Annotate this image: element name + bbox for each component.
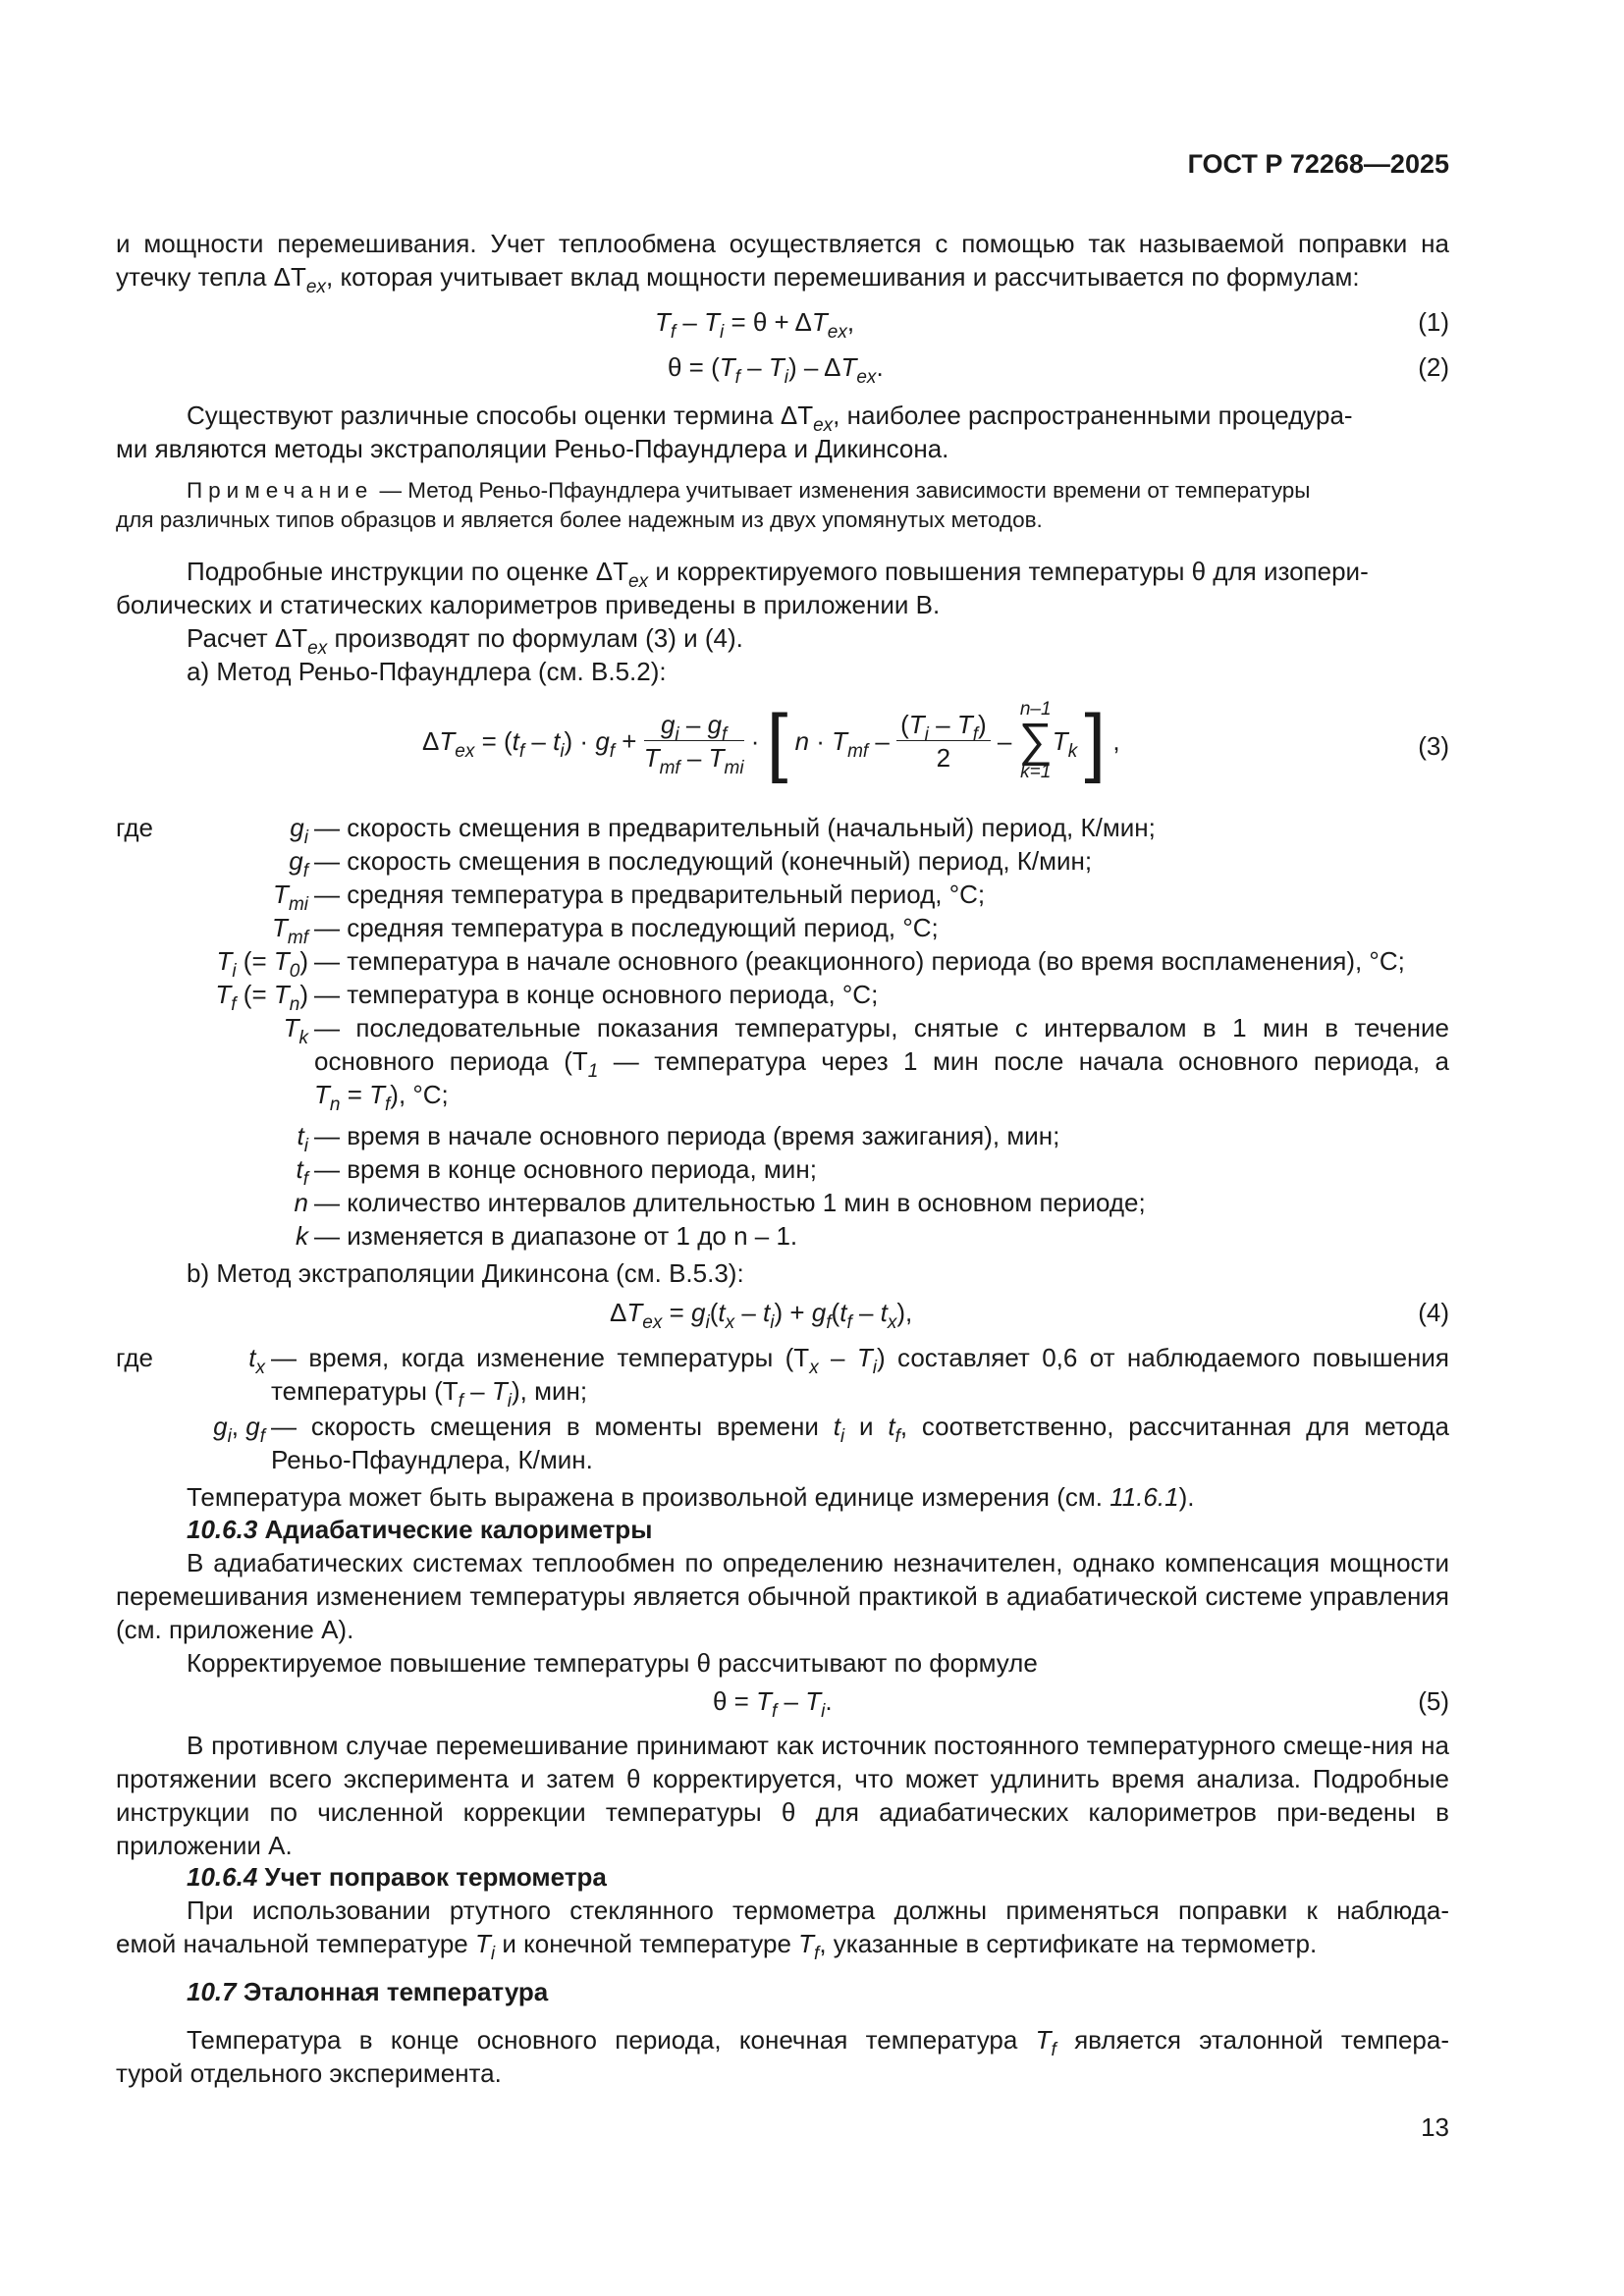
para9-line2: емой начальной температуре $T_i$ и конечной температуре $T_f$, указанные в сертификате на термометр.: [116, 1929, 1318, 1964]
para9-line1: При использовании ртутного стеклянного термометра должны применяться поправки к наблюда-: [187, 1896, 1449, 1925]
def-symbol-gi: $g_i$: [290, 813, 308, 848]
document-id: ГОСТ Р 72268—2025: [1187, 149, 1449, 179]
def-desc-tk-line2: основного периода ($T_1$ — температура через 1 мин после начала основного периода, а: [314, 1046, 1450, 1082]
def-desc-tk-line1: — последовательные показания температуры, снятые с интервалом в 1 мин в течение: [314, 1013, 1449, 1042]
para7: Корректируемое повышение температуры θ рассчитывают по формуле: [187, 1648, 1038, 1678]
equation-3-number: (3): [1418, 731, 1449, 761]
section-10-7-heading: 10.7 Эталонная температура: [187, 1977, 549, 2006]
equation-4: $\Delta T_{ex} = g_i(t_x - t_i) + g_f(t_f - t_x)$,: [610, 1298, 913, 1333]
para4: Расчет $\Delta T_{ex}$ производят по формулам (3) и (4).: [187, 623, 743, 659]
def-symbol-gf: $g_f$: [289, 846, 308, 881]
page-number: 13: [1421, 2112, 1449, 2142]
def-desc-tmi: — средняя температура в предварительный период, °С;: [314, 880, 986, 909]
equation-1-number: (1): [1418, 307, 1449, 337]
section-10-6-3-heading: 10.6.3 Адиабатические калориметры: [187, 1515, 653, 1544]
def-desc-tx-line2: температуры $(T_f - T_i)$, мин;: [271, 1376, 588, 1412]
def-symbol-tmi: $T_{mi}$: [273, 880, 308, 915]
equation-3: $\Delta T_{ex} = (t_f - t_i) \cdot g_f$ + $\frac{g_i - g_f}{T_{mf} - T_{mi}}$ · [ $n \cdot T_{mf}$ – $\frac{(T_i - T_f)}{2}$ – n–1 ∑ k=1 $T_k$ ] ,: [422, 698, 1120, 784]
def-symbol-n: n: [294, 1188, 308, 1217]
equation-1: $T_f - T_i = \theta + \Delta T_{ex}$,: [655, 307, 855, 343]
para5: Температура может быть выражена в произвольной единице измерения (см. 11.6.1).: [187, 1482, 1195, 1512]
def-desc-ti: — температура в начале основного (реакционного) периода (во время воспламенения), °С;: [314, 946, 1405, 976]
equation-5-number: (5): [1418, 1686, 1449, 1716]
section-10-6-4-heading: 10.6.4 Учет поправок термометра: [187, 1862, 607, 1892]
def-desc-k: — изменяется в диапазоне от 1 до n – 1.: [314, 1221, 798, 1251]
para8: В противном случае перемешивание принимают как источник постоянного температурного смеще-ния на протяжении всего эксперимента и затем θ корректируется, что может удлинить время анализа. Подробные инструкции по численной коррекции температуры θ для адиабатических калориметров при-ведены в приложении А.: [116, 1731, 1449, 1860]
def-symbol-ti: $T_i$ (= $T_0$): [216, 946, 308, 982]
equation-2-number: (2): [1418, 352, 1449, 382]
def-desc-t-f: — время в конце основного периода, мин;: [314, 1154, 817, 1184]
method-a-heading: а) Метод Реньо-Пфаундлера (см. В.5.2):: [187, 657, 667, 686]
para3-line2: болических и статических калориметров приведены в приложении В.: [116, 590, 941, 619]
para10-line1: Температура в конце основного периода, конечная температура $T_f$ является эталонной темпера-: [187, 2025, 1449, 2060]
method-b-heading: b) Метод экстраполяции Дикинсона (см. В.5.3):: [187, 1258, 744, 1288]
def-desc-tf: — температура в конце основного периода, °С;: [314, 980, 879, 1009]
def-desc-tx-line1: — время, когда изменение температуры $(T_x - T_i)$ составляет 0,6 от наблюдаемого повышения: [271, 1343, 1449, 1378]
equation-5: $\theta = T_f - T_i$.: [713, 1686, 833, 1722]
para6: В адиабатических системах теплообмен по определению незначителен, однако компенсация мощности перемешивания изменением температуры является обычной практикой в адиабатической системе управления (см. приложение А).: [116, 1548, 1449, 1644]
def-desc-t-i: — время в начале основного периода (время зажигания), мин;: [314, 1121, 1060, 1150]
para10-line2: турой отдельного эксперимента.: [116, 2058, 502, 2088]
def-symbol-gi-gf: $g_i$, $g_f$: [213, 1412, 265, 1447]
def-symbol-t-i: $t_i$: [297, 1121, 308, 1156]
equation-4-number: (4): [1418, 1298, 1449, 1327]
para2-line1: Существуют различные способы оценки термина $\Delta T_{ex}$, наиболее распространенными процедура-: [187, 400, 1353, 436]
def-symbol-k: k: [296, 1221, 308, 1251]
def-desc-tk-line3: $T_n = T_f$), °С;: [314, 1080, 449, 1115]
def-desc-gi-gf-line2: Реньо-Пфаундлера, К/мин.: [271, 1445, 593, 1474]
def-desc-gi: — скорость смещения в предварительный (начальный) период, К/мин;: [314, 813, 1156, 842]
def-desc-tmf: — средняя температура в последующий период, °С;: [314, 913, 939, 942]
def-symbol-tk: $T_k$: [283, 1013, 308, 1048]
def-symbol-tmf: $T_{mf}$: [272, 913, 308, 948]
para1-line1: и мощности перемешивания. Учет теплообмена осуществляется с помощью так называемой поправки на: [116, 229, 1449, 258]
where-label-a: где: [116, 813, 153, 842]
note-line1: Примечание — Метод Реньо-Пфаундлера учитывает изменения зависимости времени от температуры: [187, 478, 1311, 503]
def-symbol-t-f: $t_f$: [296, 1154, 308, 1190]
where-label-b: где: [116, 1343, 153, 1372]
note-line2: для различных типов образцов и является более надежным из двух упомянутых методов.: [116, 507, 1043, 532]
def-symbol-tf: $T_f$ (= $T_n$): [215, 980, 308, 1015]
def-desc-n: — количество интервалов длительностью 1 мин в основном периоде;: [314, 1188, 1146, 1217]
def-desc-gf: — скорость смещения в последующий (конечный) период, К/мин;: [314, 846, 1093, 876]
para1-line2: утечку тепла $\Delta T_{ex}$, которая учитывает вклад мощности перемешивания и рассчитывается по формулам:: [116, 262, 1360, 297]
para2-line2: ми являются методы экстраполяции Реньо-Пфаундлера и Дикинсона.: [116, 434, 949, 463]
def-desc-gi-gf-line1: — скорость смещения в моменты времени $t_i$ и $t_f$, соответственно, рассчитанная для метода: [271, 1412, 1449, 1447]
para3-line1: Подробные инструкции по оценке $\Delta T_{ex}$ и корректируемого повышения температуры θ для изопери-: [187, 557, 1369, 592]
def-symbol-tx: $t_x$: [248, 1343, 265, 1378]
equation-2: $\theta = (T_f - T_i) - \Delta T_{ex}$.: [668, 352, 884, 388]
